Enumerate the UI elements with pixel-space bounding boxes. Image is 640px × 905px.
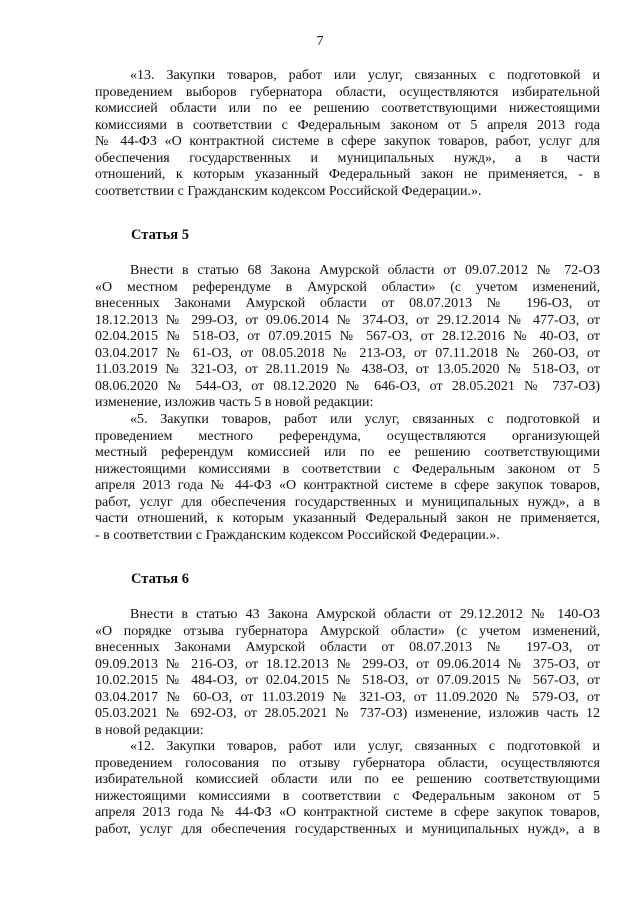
text-line: «5. Закупки товаров, работ или услуг, связанных с подготовкой и [130, 412, 600, 427]
text-line: работ, услуг для обеспечения государственных и муниципальных нужд», а в [95, 494, 600, 510]
paragraph-part-13-elections [95, 68, 600, 200]
text-line: «О местном референдуме в Амурской области» (с учетом изменений, [95, 279, 600, 295]
text-line: обеспечения государственных и муниципальных нужд», а в части [95, 150, 600, 166]
paragraph-part-5-referendum [95, 412, 600, 544]
text-line: 02.04.2015 № 518-ОЗ, от 07.09.2015 № 567-ОЗ, от 28.12.2016 № 40-ОЗ, от [95, 329, 600, 344]
text-line: апреля 2013 года № 44-ФЗ «О контрактной системе в сфере закупок товаров, [95, 805, 600, 820]
text-line: комиссиями в соответствии с Федеральным законом от 5 апреля 2013 года [95, 117, 600, 133]
text-line: 03.04.2017 № 61-ОЗ, от 08.05.2018 № 213-ОЗ, от 07.11.2018 № 260-ОЗ, от [95, 345, 600, 361]
text-line: 08.06.2020 № 544-ОЗ, от 08.12.2020 № 646-ОЗ, от 28.05.2021 № 737-ОЗ) [95, 378, 600, 394]
text-line: местный референдум комиссией или по ее решению соответствующими [95, 445, 600, 460]
text-line: 10.02.2015 № 484-ОЗ, от 02.04.2015 № 518-ОЗ, от 07.09.2015 № 567-ОЗ, от [95, 673, 600, 688]
text-line: «О порядке отзыва губернатора Амурской области» (с учетом изменений, [95, 623, 600, 639]
text-line: нижестоящими комиссиями в соответствии с Федеральным законом от 5 [95, 788, 600, 804]
text-line: отношений, к которым указанный Федеральный закон не применяется, - в [95, 167, 600, 182]
text-line: внесенных Законами Амурской области от 08.07.2013 № 197-ОЗ, от [95, 640, 600, 655]
text-line: работ, услуг для обеспечения государственных и муниципальных нужд», а в [95, 821, 600, 837]
paragraph-part-12-recall [95, 739, 600, 838]
text-line: Внести в статью 43 Закона Амурской области от 29.12.2012 № 140-ОЗ [130, 607, 600, 622]
text-line: изменение, изложив часть 5 в новой редакции: [95, 395, 374, 410]
text-line: Внести в статью 68 Закона Амурской области от 09.07.2012 № 72-ОЗ [130, 263, 600, 278]
text-line: соответствии с Гражданским кодексом Российской Федерации.». [95, 183, 482, 199]
paragraph-article-6-intro [95, 607, 600, 739]
text-line: проведением выборов губернатора области, осуществляются избирательной [95, 84, 600, 100]
text-line: «12. Закупки товаров, работ или услуг, связанных с подготовкой и [130, 739, 600, 754]
text-line: 05.03.2021 № 692-ОЗ, от 28.05.2021 № 737-ОЗ) изменение, изложив часть 12 [95, 706, 600, 721]
text-line: нижестоящими комиссиями в соответствии с Федеральным законом от 5 [95, 461, 600, 477]
article-5-heading: Статья 5 [131, 227, 189, 243]
text-line: № 44-ФЗ «О контрактной системе в сфере закупок товаров, работ, услуг для [95, 134, 600, 149]
text-line: 03.04.2017 № 60-ОЗ, от 11.03.2019 № 321-ОЗ, от 11.09.2020 № 579-ОЗ, от [95, 689, 600, 705]
text-line: 11.03.2019 № 321-ОЗ, от 28.11.2019 № 438-ОЗ, от 13.05.2020 № 518-ОЗ, от [95, 362, 600, 377]
text-line: проведением местного референдума, осуществляются организующей [95, 428, 600, 444]
text-line: 09.09.2013 № 216-ОЗ, от 18.12.2013 № 299-ОЗ, от 09.06.2014 № 375-ОЗ, от [95, 656, 600, 672]
text-line: - в соответствии с Гражданским кодексом Российской Федерации.». [95, 527, 500, 543]
page-number: 7 [316, 34, 324, 49]
article-6-heading: Статья 6 [131, 571, 189, 587]
text-line: избирательной комиссией области или по ее решению соответствующими [95, 772, 600, 787]
text-line: 18.12.2013 № 299-ОЗ, от 09.06.2014 № 374-ОЗ, от 29.12.2014 № 477-ОЗ, от [95, 312, 600, 328]
text-line: проведением голосования по отзыву губернатора области, осуществляются [95, 755, 600, 771]
paragraph-article-5-intro [95, 263, 600, 412]
text-line: «13. Закупки товаров, работ или услуг, связанных с подготовкой и [130, 68, 600, 83]
text-line: части отношений, к которым указанный Федеральный закон не применяется, [95, 511, 600, 526]
text-line: комиссией области или по ее решению соответствующими нижестоящими [95, 101, 600, 116]
text-line: внесенных Законами Амурской области от 08.07.2013 № 196-ОЗ, от [95, 296, 600, 311]
text-line: в новой редакции: [95, 722, 204, 738]
text-line: апреля 2013 года № 44-ФЗ «О контрактной системе в сфере закупок товаров, [95, 478, 600, 493]
